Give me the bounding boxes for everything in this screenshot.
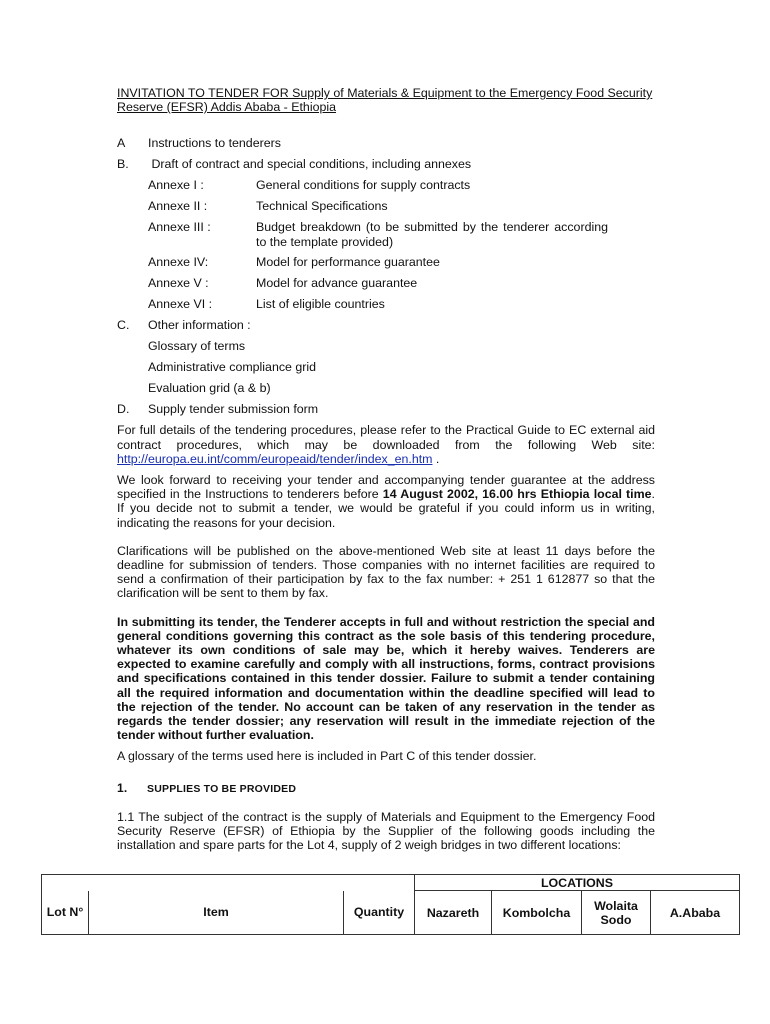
column-lot: Lot N° (42, 891, 89, 935)
annex-label: Annexe VI : (148, 297, 213, 312)
procedures-end: . (432, 451, 440, 466)
contents-item-d (117, 402, 655, 423)
contents-label: Draft of contract and special conditions, including annexes (148, 157, 472, 172)
procedures-paragraph (117, 423, 655, 466)
contents-label: Other information : (148, 318, 251, 333)
procedures-text: For full details of the tendering procedures, please refer to the Practical Guide to EC external aid contract procedures, which may be downloaded from the following Web site: (117, 423, 655, 452)
annex-description: Model for advance guarantee (256, 276, 418, 291)
annex-label: Annexe III : (148, 220, 211, 235)
locations-header: LOCATIONS (415, 875, 740, 891)
table-blank-header (42, 875, 415, 891)
section-title: SUPPLIES TO BE PROVIDED (147, 782, 297, 795)
section-heading (117, 781, 655, 796)
deadline-paragraph (117, 473, 655, 530)
contents-item-a (117, 136, 655, 157)
contents-letter: C. (117, 318, 130, 333)
annex-description: Model for performance guarantee (256, 255, 440, 270)
column-wolaita-sodo: Wolaita Sodo (582, 891, 651, 935)
document-page (117, 86, 655, 852)
acceptance-paragraph: In submitting its tender, the Tenderer accepts in full and without restriction the special and general conditions governing this contract as the sole basis of this tendering procedure, whatever its own conditions of sale may be, which it hereby waives. Tenderers are expected to examine carefully and comply with all instructions, forms, contract provisions and specifications contained in this tender dossier. Failure to submit a tender containing all the required information and documentation within the deadline specified will lead to the rejection of the tender. No account can be taken of any reservation in the tender as regards the tender dossier; any reservation will result in the immediate rejection of the tender without further evaluation. (117, 614, 655, 743)
annex-row (148, 178, 655, 199)
annex-description: Technical Specifications (256, 199, 388, 214)
contents-label: Supply tender submission form (148, 402, 319, 417)
column-kombolcha: Kombolcha (492, 891, 582, 935)
annex-label: Annexe II : (148, 199, 208, 214)
column-quantity: Quantity (344, 891, 415, 935)
glossary-paragraph: A glossary of the terms used here is included in Part C of this tender dossier. (117, 749, 537, 764)
section-number: 1. (117, 780, 128, 795)
annex-row (148, 276, 655, 297)
contents-item-b (117, 157, 655, 178)
annex-row (148, 297, 655, 318)
contents-letter: D. (117, 402, 130, 417)
subject-paragraph: 1.1 The subject of the contract is the supply of Materials and Equipment to the Emergency Food Security Reserve (EFSR) of Ethiopia by the Supplier of the following goods including the installation and spare parts for the Lot 4, supply of 2 weigh bridges in two different locations: (117, 809, 655, 853)
column-item: Item (89, 891, 344, 935)
annex-label: Annexe I : (148, 178, 204, 193)
annex-row (148, 255, 655, 276)
contents-letter: A (117, 136, 126, 151)
annex-description: General conditions for supply contracts (256, 178, 471, 193)
contents-item-c (117, 318, 655, 339)
lots-table (41, 874, 740, 935)
clarifications-paragraph: Clarifications will be published on the above-mentioned Web site at least 11 days before the deadline for submission of tenders. Those companies with no internet facilities are required to send a confirmation of their participation by fax to the fax number: + 251 1 612877 so that the clarification will be sent to them by fax. (117, 543, 655, 601)
other-information-item: Evaluation grid (a & b) (148, 381, 271, 396)
practical-guide-link[interactable]: http://europa.eu.int/comm/europeaid/tender/index_en.htm (117, 451, 433, 466)
deadline-text-1: We look forward to receiving your tender and accompanying tender guarantee at the address specified in the Instructions to tenderers before (117, 473, 655, 502)
contents-list (117, 136, 655, 423)
other-information-item: Administrative compliance grid (148, 360, 317, 375)
contents-label: Instructions to tenderers (148, 136, 281, 151)
annex-label: Annexe IV: (148, 255, 209, 270)
annex-description: Budget breakdown (to be submitted by the tenderer according to the template provided) (256, 220, 608, 249)
contents-letter: B. (117, 157, 129, 172)
other-information-item: Glossary of terms (148, 339, 246, 354)
document-title: INVITATION TO TENDER FOR Supply of Materials & Equipment to the Emergency Food Security Reserve (EFSR) Addis Ababa - Ethiopia (117, 86, 653, 115)
annex-label: Annexe V : (148, 276, 209, 291)
deadline-text-2: . If you decide not to submit a tender, we would be grateful if you could inform us in writing, indicating the reasons for your decision. (117, 487, 655, 530)
deadline-date: 14 August 2002, 16.00 hrs Ethiopia local time (382, 487, 652, 502)
annex-description: List of eligible countries (256, 297, 385, 312)
column-addis-ababa: A.Ababa (651, 891, 740, 935)
column-nazareth: Nazareth (415, 891, 492, 935)
annex-row (148, 199, 655, 220)
annex-row (148, 220, 655, 255)
